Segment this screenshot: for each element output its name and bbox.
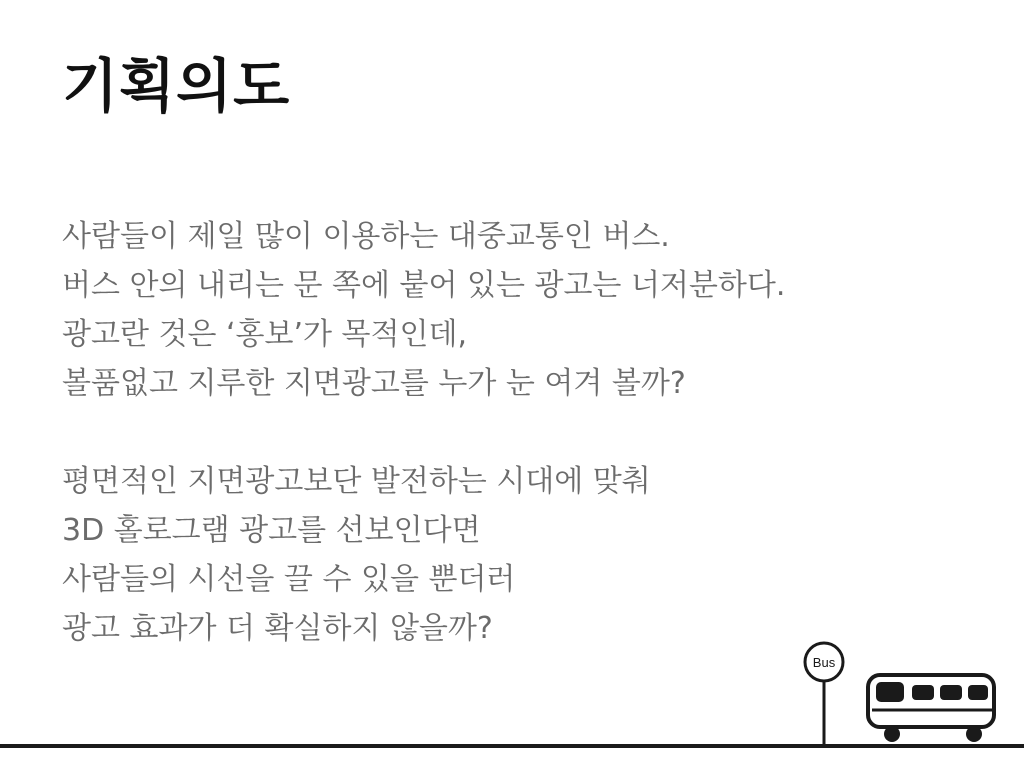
text-line: 버스 안의 내리는 문 쪽에 붙어 있는 광고는 너저분하다. — [62, 268, 786, 303]
slide-title: 기획의도 — [62, 52, 291, 120]
text-line: 광고 효과가 더 확실하지 않을까? — [62, 611, 493, 646]
text-line: 광고란 것은 ‘홍보’가 목적인데, — [62, 317, 467, 352]
text-line: 평면적인 지면광고보단 발전하는 시대에 맞춰 — [62, 464, 651, 499]
bus-illustration — [796, 640, 1006, 748]
text-line: 3D 홀로그램 광고를 선보인다면 — [62, 513, 481, 548]
bus-stop-sign-text: Bus — [812, 655, 836, 670]
paragraph-proposal — [62, 457, 962, 653]
paragraph-problem — [62, 212, 962, 408]
bus-icon — [868, 675, 994, 742]
text-line: 볼품없고 지루한 지면광고를 누가 눈 여겨 볼까? — [62, 366, 686, 401]
slide-body — [62, 212, 962, 653]
text-line: 사람들의 시선을 끌 수 있을 뿐더러 — [62, 562, 516, 597]
text-line: 사람들이 제일 많이 이용하는 대중교통인 버스. — [62, 219, 670, 254]
bus-stop-sign-icon — [805, 643, 843, 746]
